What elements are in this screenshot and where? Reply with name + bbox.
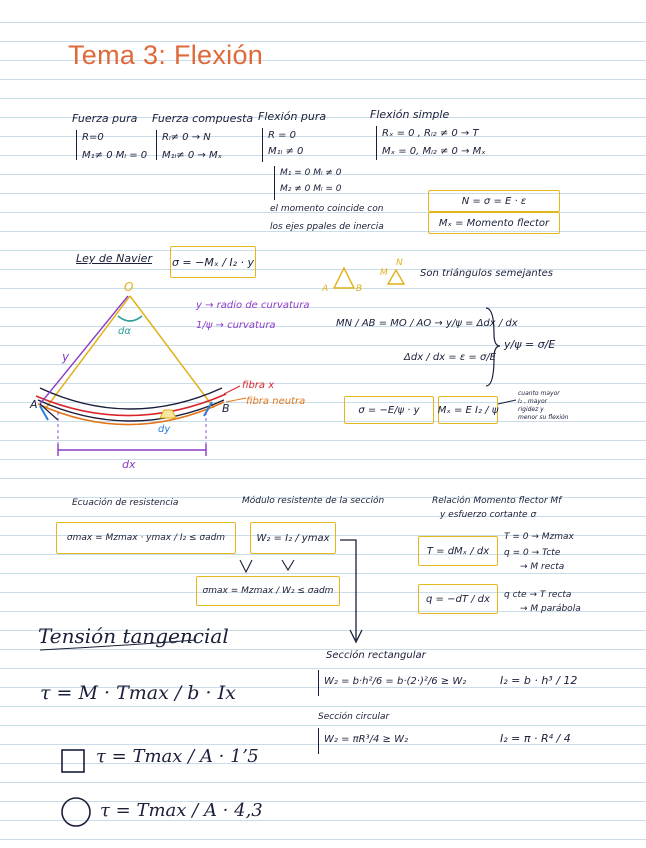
modulo-resistente-label: Módulo resistente de la sección xyxy=(242,496,385,506)
box-sigma-curvature: σ = −E/ψ · y xyxy=(344,396,434,424)
triangle-mnb-icon xyxy=(388,270,404,284)
flexion-pura-note: los ejes ppales de inercia xyxy=(270,222,384,232)
seccion-rectangular-label: Sección rectangular xyxy=(326,650,426,661)
circle-section-icon xyxy=(62,798,90,826)
box-t: T = dMₓ / dx xyxy=(418,536,498,566)
note-cuanto-mayor: rigidez y xyxy=(518,406,544,413)
page-title: Tema 3: Flexión xyxy=(68,40,264,70)
diagram-label-dx: dx xyxy=(122,458,136,471)
fibra-x-label: fibra x xyxy=(242,380,275,391)
bracket-line xyxy=(318,670,319,696)
tau-rect-formula: τ = Tmax / A · 1ʼ5 xyxy=(96,746,259,767)
note-cuanto-mayor: menor su flexión xyxy=(518,414,569,421)
fibra-neutra-label: fibra neutra xyxy=(246,396,306,407)
header-flexion-simple: Flexión simple xyxy=(370,108,450,121)
header-fuerza-pura: Fuerza pura xyxy=(72,112,138,125)
semejanza-eq-1: MN / AB = MO / AO → y/ψ = Δdx / dx xyxy=(336,318,518,329)
flexion-pura-note: el momento coincide con xyxy=(270,204,384,214)
triangle-letter-m: M xyxy=(380,268,388,278)
ecuacion-resistencia-label: Ecuación de resistencia xyxy=(72,498,179,508)
semejanza-eq-2: Δdx / dx = ε = σ/E xyxy=(404,352,497,363)
merge-arrows xyxy=(240,560,294,572)
flexion-pura-line: M₂ ≠ 0 Mₗ = 0 xyxy=(280,184,342,194)
triangle-letter-n: N xyxy=(396,258,403,268)
flow-arrow xyxy=(340,540,362,642)
diagram-label-a: A xyxy=(30,398,38,411)
relacion-note: → M recta xyxy=(520,562,565,572)
bracket-line xyxy=(318,728,319,754)
flexion-pura-line: M₁ₗ ≠ 0 xyxy=(268,146,304,157)
relacion-note: T = 0 → Mzmax xyxy=(504,532,574,542)
ley-navier-label: Ley de Navier xyxy=(76,252,152,265)
diagram-label-o: O xyxy=(124,280,134,294)
flexion-simple-line: Rₓ = 0 , Rₗ₂ ≠ 0 → T xyxy=(382,128,479,139)
relacion-note: q cte → T recta xyxy=(504,590,572,600)
seccion-circ-formula: W₂ = πR³/4 ≥ W₂ xyxy=(324,734,408,745)
box-q: q = −dT / dx xyxy=(418,584,498,614)
seccion-rect-inertia: I₂ = b · h³ / 12 xyxy=(500,674,578,687)
box-ecuacion-resistencia: σmax = Mzmax · ymax / I₂ ≤ σadm xyxy=(56,522,236,554)
relacion-label: Relación Momento flector Mf xyxy=(432,496,562,506)
relacion-label: y esfuerzo cortante σ xyxy=(440,510,537,520)
seccion-rect-formula: W₂ = b·h²/6 = b·(2·)²/6 ≥ W₂ xyxy=(324,676,467,687)
diagram-label-dalpha: dα xyxy=(118,326,131,337)
fuerza-pura-line: M₁≠ 0 Mₗ = 0 xyxy=(82,150,148,161)
relacion-note: → M parábola xyxy=(520,604,581,614)
flexion-pura-line: M₁ = 0 Mₗ ≠ 0 xyxy=(280,168,342,178)
note-cuanto-mayor: cuanto mayor xyxy=(518,390,560,397)
diagram-label-b: B xyxy=(222,402,230,415)
semejanza-result: y/ψ = σ/E xyxy=(504,338,556,351)
fuerza-compuesta-line: M₁ₗ≠ 0 → Mₓ xyxy=(162,150,223,161)
tension-tangencial-title: Tensión tangencial xyxy=(38,624,229,648)
radio-curvatura-note: y → radio de curvatura xyxy=(196,300,310,311)
curvatura-note: 1/ψ → curvatura xyxy=(196,320,276,331)
box-normal: N = σ = E · ε xyxy=(428,190,560,212)
relacion-note: q = 0 → Tcte xyxy=(504,548,561,558)
fuerza-pura-line: R=0 xyxy=(82,132,104,143)
triangle-letter-a: A xyxy=(322,284,329,294)
tau-circ-formula: τ = Tmax / A · 4,3 xyxy=(100,800,263,821)
box-sigma-w: σmax = Mzmax / W₂ ≤ σadm xyxy=(196,576,340,606)
triangulos-semejantes-text: Son triángulos semejantes xyxy=(420,268,554,279)
box-modulo-resistente: W₂ = I₂ / ymax xyxy=(250,522,336,554)
diagram-label-y: y xyxy=(62,350,70,364)
flexion-simple-line: Mₓ = 0, Mₗ₂ ≠ 0 → Mₓ xyxy=(382,146,486,157)
tau-general-formula: τ = M · Tmax / b · Ix xyxy=(40,682,236,704)
square-section-icon xyxy=(62,750,84,772)
note-cuanto-mayor: I₂ , mayor xyxy=(518,398,548,405)
arrow-note xyxy=(498,400,516,404)
seccion-circular-label: Sección circular xyxy=(318,712,390,722)
triangle-letter-b: B xyxy=(356,284,363,294)
flexion-pura-line: R = 0 xyxy=(268,130,297,141)
box-mf-curvature: Mₓ = E I₂ / ψ xyxy=(438,396,498,424)
seccion-circ-inertia: I₂ = π · R⁴ / 4 xyxy=(500,732,571,745)
box-momento-flector: Mₓ = Momento flector xyxy=(428,212,560,234)
header-flexion-pura: Flexión pura xyxy=(258,110,327,123)
triangle-aob-icon xyxy=(334,268,354,288)
diagram-label-dy: dy xyxy=(158,424,171,435)
box-ley-navier: σ = −Mₓ / I₂ · y xyxy=(170,246,256,278)
header-fuerza-compuesta: Fuerza compuesta xyxy=(152,112,254,125)
fuerza-compuesta-line: Rₗ≠ 0 → N xyxy=(162,132,211,143)
